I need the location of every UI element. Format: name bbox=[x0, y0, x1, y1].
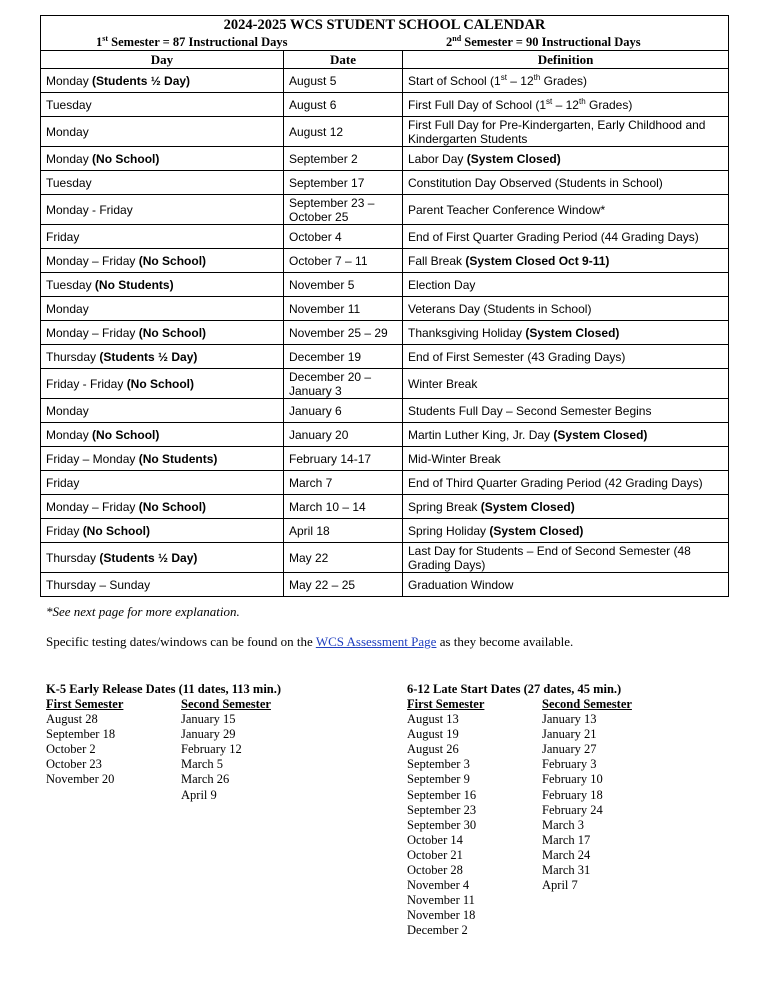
cell-date: January 6 bbox=[284, 399, 403, 423]
cell-date: March 10 – 14 bbox=[284, 495, 403, 519]
table-row bbox=[41, 195, 729, 225]
cell-date: August 6 bbox=[284, 93, 403, 117]
cell-day: Friday – Monday (No Students) bbox=[41, 447, 284, 471]
cell-date: November 25 – 29 bbox=[284, 321, 403, 345]
late-start-date: August 26 bbox=[407, 742, 459, 757]
early-release-first-semester bbox=[46, 697, 123, 788]
late-start-date: November 18 bbox=[407, 908, 476, 923]
table-row bbox=[41, 573, 729, 597]
late-start-date: December 2 bbox=[407, 923, 468, 938]
table-row bbox=[41, 117, 729, 147]
early-release-date: October 23 bbox=[46, 757, 102, 772]
cell-day: Monday bbox=[41, 117, 284, 147]
cell-date: January 20 bbox=[284, 423, 403, 447]
early-release-first-label: First Semester bbox=[46, 697, 124, 711]
cell-day: Friday bbox=[41, 471, 284, 495]
cell-day: Monday bbox=[41, 399, 284, 423]
late-start-date: March 17 bbox=[542, 832, 591, 847]
cell-definition: Election Day bbox=[403, 273, 729, 297]
testing-note: Specific testing dates/windows can be found on the WCS Assessment Page as they become available. bbox=[46, 634, 574, 649]
cell-day: Tuesday bbox=[41, 171, 284, 195]
column-header-day: Day bbox=[41, 51, 284, 69]
late-start-date: November 4 bbox=[407, 878, 470, 893]
early-release-date: January 15 bbox=[181, 712, 236, 727]
cell-day: Thursday (Students ½ Day) bbox=[41, 345, 284, 369]
cell-definition: Fall Break (System Closed Oct 9-11) bbox=[403, 249, 729, 273]
late-start-heading: 6-12 Late Start Dates (27 dates, 45 min.) bbox=[407, 682, 622, 696]
cell-date: December 19 bbox=[284, 345, 403, 369]
cell-date: February 14-17 bbox=[284, 447, 403, 471]
semester-summary bbox=[46, 34, 723, 50]
cell-day: Monday (No School) bbox=[41, 147, 284, 171]
table-row bbox=[41, 69, 729, 93]
late-start-date: February 18 bbox=[542, 787, 603, 802]
cell-date: October 4 bbox=[284, 225, 403, 249]
early-release-date: March 5 bbox=[181, 757, 223, 772]
late-start-date: September 30 bbox=[407, 817, 477, 832]
early-release-date: October 2 bbox=[46, 742, 96, 757]
column-header-definition: Definition bbox=[403, 51, 729, 69]
cell-definition: Graduation Window bbox=[403, 573, 729, 597]
late-start-first-semester bbox=[407, 697, 484, 939]
late-start-date: October 21 bbox=[407, 847, 463, 862]
cell-definition: Students Full Day – Second Semester Begins bbox=[403, 399, 729, 423]
late-start-date: April 7 bbox=[542, 878, 578, 893]
late-start-date: August 13 bbox=[407, 712, 459, 727]
late-start-date: January 27 bbox=[542, 742, 597, 757]
early-release-date: August 28 bbox=[46, 712, 98, 727]
footnote: *See next page for more explanation. bbox=[46, 604, 240, 619]
late-start-date: September 3 bbox=[407, 757, 470, 772]
late-start-date: November 11 bbox=[407, 893, 475, 908]
cell-date: December 20 – January 3 bbox=[284, 369, 403, 399]
cell-day: Thursday (Students ½ Day) bbox=[41, 543, 284, 573]
cell-date: November 5 bbox=[284, 273, 403, 297]
late-start-date: February 10 bbox=[542, 772, 603, 787]
cell-definition: End of Third Quarter Grading Period (42 Grading Days) bbox=[403, 471, 729, 495]
late-start-date: March 24 bbox=[542, 847, 591, 862]
table-row bbox=[41, 519, 729, 543]
table-row bbox=[41, 399, 729, 423]
early-release-date: January 29 bbox=[181, 727, 236, 742]
cell-day: Tuesday (No Students) bbox=[41, 273, 284, 297]
table-row bbox=[41, 93, 729, 117]
table-row bbox=[41, 171, 729, 195]
table-header-row bbox=[41, 51, 729, 69]
table-row bbox=[41, 321, 729, 345]
cell-day: Friday - Friday (No School) bbox=[41, 369, 284, 399]
table-row bbox=[41, 249, 729, 273]
late-start-date: September 9 bbox=[407, 772, 470, 787]
cell-definition: End of First Quarter Grading Period (44 Grading Days) bbox=[403, 225, 729, 249]
cell-date: September 23 – October 25 bbox=[284, 195, 403, 225]
cell-date: May 22 – 25 bbox=[284, 573, 403, 597]
late-start-date: January 13 bbox=[542, 712, 597, 727]
cell-day: Monday - Friday bbox=[41, 195, 284, 225]
early-release-date: April 9 bbox=[181, 787, 217, 802]
cell-day: Thursday – Sunday bbox=[41, 573, 284, 597]
cell-date: September 2 bbox=[284, 147, 403, 171]
late-start-second-label: Second Semester bbox=[542, 697, 632, 711]
cell-definition: Spring Break (System Closed) bbox=[403, 495, 729, 519]
cell-day: Monday – Friday (No School) bbox=[41, 321, 284, 345]
late-start-section bbox=[407, 682, 737, 952]
cell-date: October 7 – 11 bbox=[284, 249, 403, 273]
cell-definition: Constitution Day Observed (Students in School) bbox=[403, 171, 729, 195]
late-start-date: February 3 bbox=[542, 757, 597, 772]
wcs-assessment-link[interactable]: WCS Assessment Page bbox=[315, 634, 437, 649]
early-release-second-label: Second Semester bbox=[181, 697, 271, 711]
cell-date: May 22 bbox=[284, 543, 403, 573]
table-row bbox=[41, 147, 729, 171]
table-row bbox=[41, 225, 729, 249]
early-release-section bbox=[46, 682, 376, 822]
late-start-first-label: First Semester bbox=[407, 697, 485, 711]
late-start-date: January 21 bbox=[542, 727, 597, 742]
late-start-date: October 14 bbox=[407, 832, 463, 847]
late-start-date: October 28 bbox=[407, 863, 463, 878]
table-row bbox=[41, 543, 729, 573]
cell-definition: Parent Teacher Conference Window* bbox=[403, 195, 729, 225]
cell-definition: Labor Day (System Closed) bbox=[403, 147, 729, 171]
late-start-date: March 3 bbox=[542, 817, 584, 832]
cell-definition: Veterans Day (Students in School) bbox=[403, 297, 729, 321]
cell-date: September 17 bbox=[284, 171, 403, 195]
semester-2-summary: 2nd Semester = 90 Instructional Days bbox=[446, 33, 641, 49]
table-row bbox=[41, 369, 729, 399]
early-release-second-semester bbox=[181, 697, 271, 803]
cell-definition: Martin Luther King, Jr. Day (System Closed) bbox=[403, 423, 729, 447]
cell-definition: Winter Break bbox=[403, 369, 729, 399]
table-row bbox=[41, 273, 729, 297]
cell-date: August 12 bbox=[284, 117, 403, 147]
column-header-date: Date bbox=[284, 51, 403, 69]
calendar-table bbox=[40, 15, 729, 597]
table-row bbox=[41, 345, 729, 369]
cell-definition: Spring Holiday (System Closed) bbox=[403, 519, 729, 543]
semester-1-summary: 1st Semester = 87 Instructional Days bbox=[96, 33, 288, 49]
late-start-date: September 23 bbox=[407, 802, 477, 817]
table-row bbox=[41, 495, 729, 519]
early-release-date: September 18 bbox=[46, 727, 116, 742]
table-row bbox=[41, 297, 729, 321]
cell-definition: Start of School (1st – 12th Grades) bbox=[403, 69, 729, 93]
early-release-date: March 26 bbox=[181, 772, 230, 787]
cell-day: Monday (Students ½ Day) bbox=[41, 69, 284, 93]
calendar-title-cell bbox=[41, 16, 729, 51]
table-row bbox=[41, 447, 729, 471]
table-row bbox=[41, 471, 729, 495]
late-start-date: August 19 bbox=[407, 727, 459, 742]
cell-definition: End of First Semester (43 Grading Days) bbox=[403, 345, 729, 369]
cell-day: Monday – Friday (No School) bbox=[41, 249, 284, 273]
late-start-second-semester bbox=[542, 697, 632, 893]
cell-date: March 7 bbox=[284, 471, 403, 495]
cell-definition: Thanksgiving Holiday (System Closed) bbox=[403, 321, 729, 345]
cell-day: Friday bbox=[41, 225, 284, 249]
late-start-date: September 16 bbox=[407, 787, 477, 802]
late-start-date: March 31 bbox=[542, 863, 591, 878]
table-row bbox=[41, 423, 729, 447]
cell-day: Monday bbox=[41, 297, 284, 321]
early-release-heading: K-5 Early Release Dates (11 dates, 113 min.) bbox=[46, 682, 282, 696]
cell-definition: First Full Day of School (1st – 12th Grades) bbox=[403, 93, 729, 117]
cell-day: Monday (No School) bbox=[41, 423, 284, 447]
cell-definition: Last Day for Students – End of Second Semester (48 Grading Days) bbox=[403, 543, 729, 573]
cell-definition: First Full Day for Pre-Kindergarten, Early Childhood and Kindergarten Students bbox=[403, 117, 729, 147]
cell-definition: Mid-Winter Break bbox=[403, 447, 729, 471]
early-release-date: November 20 bbox=[46, 772, 115, 787]
cell-day: Monday – Friday (No School) bbox=[41, 495, 284, 519]
cell-date: November 11 bbox=[284, 297, 403, 321]
cell-day: Tuesday bbox=[41, 93, 284, 117]
early-release-date: February 12 bbox=[181, 742, 242, 757]
late-start-date: February 24 bbox=[542, 802, 603, 817]
calendar-title: 2024-2025 WCS STUDENT SCHOOL CALENDAR bbox=[223, 16, 546, 33]
cell-day: Friday (No School) bbox=[41, 519, 284, 543]
cell-date: August 5 bbox=[284, 69, 403, 93]
cell-date: April 18 bbox=[284, 519, 403, 543]
